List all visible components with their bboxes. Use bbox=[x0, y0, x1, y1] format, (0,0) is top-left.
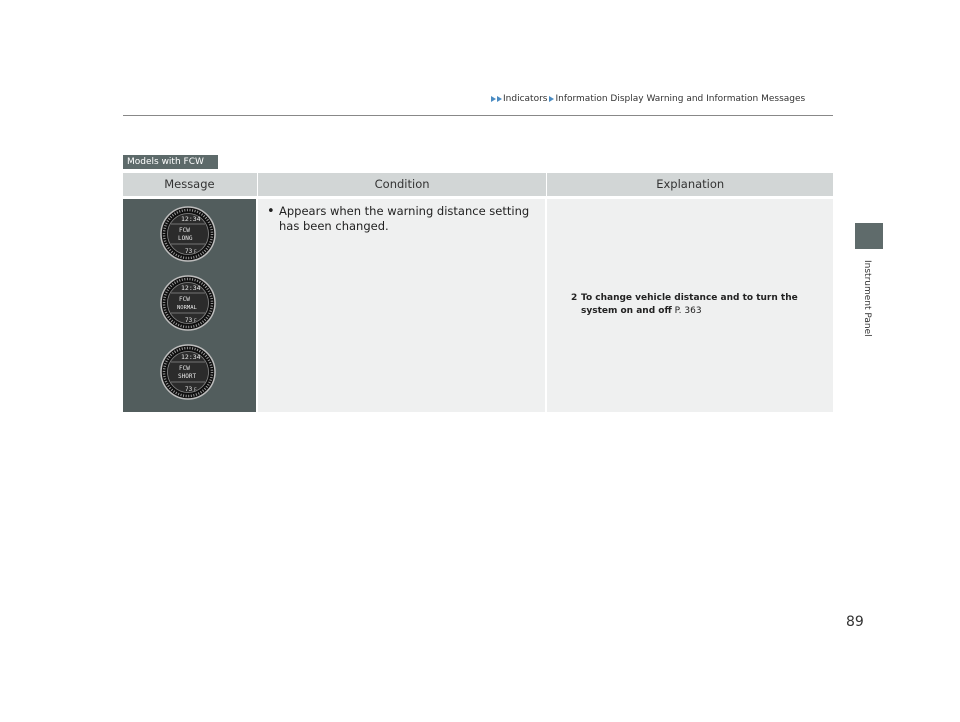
gauge-unit: F bbox=[194, 250, 197, 255]
xref-page[interactable]: P. 363 bbox=[674, 306, 702, 316]
gauge-label: FCW bbox=[179, 365, 190, 372]
gauge-setting: SHORT bbox=[178, 373, 197, 380]
gauge-unit: F bbox=[194, 388, 197, 393]
gauge-time: 12:34 bbox=[181, 353, 201, 361]
gauge-reading: 73 bbox=[185, 386, 193, 393]
breadcrumb-page: Information Display Warning and Information Messages bbox=[555, 94, 806, 104]
gauge-setting: NORMAL bbox=[177, 305, 197, 311]
explanation-cell bbox=[547, 199, 833, 412]
breadcrumb bbox=[491, 94, 805, 104]
fcw-gauge-long bbox=[160, 206, 216, 262]
breadcrumb-arrow-icon bbox=[549, 96, 554, 102]
page-number: 89 bbox=[846, 614, 864, 630]
message-cell bbox=[123, 199, 256, 412]
condition-text: • Appears when the warning distance setting has been changed. bbox=[267, 204, 539, 234]
gauge-time: 12:34 bbox=[181, 215, 201, 223]
header-message: Message bbox=[164, 177, 215, 191]
condition-cell bbox=[258, 199, 545, 412]
reference-icon: 2 bbox=[571, 293, 578, 303]
cross-reference[interactable] bbox=[571, 292, 811, 318]
table-row bbox=[123, 199, 833, 412]
chapter-label-text: Instrument Panel bbox=[862, 260, 872, 337]
gauge-label: FCW bbox=[179, 296, 190, 303]
header-condition: Condition bbox=[257, 173, 547, 196]
breadcrumb-arrow-icon bbox=[491, 96, 496, 102]
gauge-reading: 73 bbox=[185, 248, 193, 255]
breadcrumb-arrow-icon bbox=[497, 96, 502, 102]
header-rule bbox=[123, 115, 833, 116]
breadcrumb-section: Indicators bbox=[503, 94, 548, 104]
gauge-time: 12:34 bbox=[181, 284, 201, 292]
gauge-reading: 73 bbox=[185, 317, 193, 324]
table-header bbox=[123, 173, 833, 196]
fcw-gauge-normal bbox=[160, 275, 216, 331]
xref-title: To change vehicle distance and to turn the system on and off bbox=[581, 293, 798, 316]
gauge-setting: LONG bbox=[178, 235, 193, 242]
model-tag: Models with FCW bbox=[123, 155, 218, 169]
fcw-gauge-short bbox=[160, 344, 216, 400]
gauge-unit: F bbox=[194, 319, 197, 324]
chapter-label bbox=[860, 260, 874, 350]
header-explanation: Explanation bbox=[546, 173, 833, 196]
gauge-label: FCW bbox=[179, 227, 190, 234]
chapter-tab bbox=[855, 223, 883, 249]
